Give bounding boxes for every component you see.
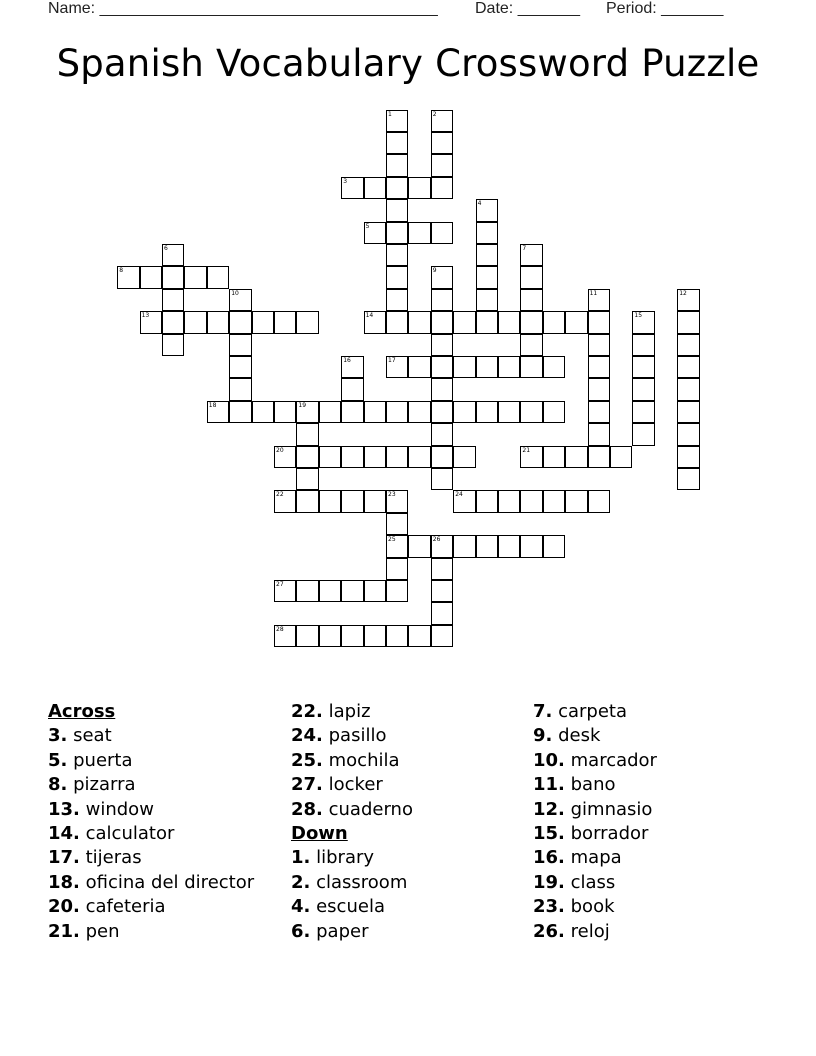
crossword-cell[interactable]: [453, 356, 475, 378]
clue-number: 21: [522, 446, 531, 454]
crossword-cell[interactable]: [386, 558, 408, 580]
clue-column-2: [291, 700, 413, 944]
crossword-cell[interactable]: [498, 401, 520, 423]
crossword-cell[interactable]: [543, 490, 565, 512]
clue-item-number: 1.: [291, 847, 311, 869]
clue-item-text: mochila: [328, 749, 400, 771]
clue-number: 19: [298, 401, 307, 409]
crossword-cell[interactable]: [386, 356, 408, 378]
crossword-cell[interactable]: [274, 311, 296, 333]
clue-item: [48, 822, 254, 846]
clue-item: [533, 724, 657, 748]
crossword-cell[interactable]: [274, 446, 296, 468]
clue-item-text: classroom: [316, 871, 408, 893]
clue-item: [48, 846, 254, 870]
clue-item-number: 3.: [48, 725, 68, 747]
clue-item: [48, 920, 254, 944]
crossword-cell[interactable]: [677, 289, 699, 311]
crossword-cell[interactable]: [476, 289, 498, 311]
page-title: Spanish Vocabulary Crossword Puzzle: [56, 42, 760, 85]
crossword-cell[interactable]: [274, 490, 296, 512]
crossword-cell[interactable]: [476, 199, 498, 221]
clue-item-number: 28.: [291, 798, 323, 820]
crossword-cell[interactable]: [364, 490, 386, 512]
crossword-cell[interactable]: [408, 401, 430, 423]
period-field-label: Period: _______: [606, 0, 724, 17]
crossword-cell[interactable]: [677, 401, 699, 423]
crossword-cell[interactable]: [565, 311, 587, 333]
crossword-cell[interactable]: [543, 356, 565, 378]
clue-item: [533, 773, 657, 797]
clue-section-heading: Across: [48, 701, 116, 722]
crossword-cell[interactable]: [431, 535, 453, 557]
crossword-cell[interactable]: [498, 356, 520, 378]
clue-item-number: 14.: [48, 822, 80, 844]
crossword-cell[interactable]: [364, 222, 386, 244]
clue-number: 10: [231, 289, 239, 297]
crossword-cell[interactable]: [296, 423, 318, 445]
crossword-cell[interactable]: [386, 401, 408, 423]
crossword-cell[interactable]: [386, 311, 408, 333]
crossword-cell[interactable]: [341, 356, 363, 378]
crossword-cell[interactable]: [162, 244, 184, 266]
clue-item: [533, 700, 657, 724]
clue-item: [533, 749, 657, 773]
clue-item: [533, 798, 657, 822]
clue-item-text: cafeteria: [85, 896, 166, 918]
clue-item-text: lapiz: [328, 701, 371, 722]
crossword-cell[interactable]: [341, 446, 363, 468]
crossword-cell[interactable]: [543, 446, 565, 468]
crossword-cell[interactable]: [431, 468, 453, 490]
clue-item-text: desk: [558, 725, 601, 747]
clue-item-text: locker: [328, 774, 383, 796]
clue-item-number: 16.: [533, 847, 565, 869]
crossword-cell[interactable]: [632, 378, 654, 400]
crossword-cell[interactable]: [565, 490, 587, 512]
crossword-cell[interactable]: [543, 401, 565, 423]
crossword-cell[interactable]: [341, 490, 363, 512]
crossword-cell[interactable]: [453, 490, 475, 512]
crossword-cell[interactable]: [520, 356, 542, 378]
crossword-cell[interactable]: [431, 401, 453, 423]
clue-item: [533, 822, 657, 846]
crossword-cell[interactable]: [386, 199, 408, 221]
clue-item-number: 9.: [533, 725, 553, 747]
crossword-cell[interactable]: [431, 378, 453, 400]
crossword-cell[interactable]: [229, 356, 251, 378]
clue-item-text: calculator: [85, 822, 175, 844]
clue-number: 6: [164, 245, 168, 252]
crossword-cell[interactable]: [184, 311, 206, 333]
clue-item: [291, 895, 413, 919]
clue-item-text: cuaderno: [328, 798, 413, 820]
date-field-label: Date: _______: [475, 0, 580, 17]
crossword-cell[interactable]: [588, 401, 610, 423]
crossword-cell[interactable]: [386, 535, 408, 557]
clue-number: 28: [276, 625, 284, 633]
crossword-cell[interactable]: [520, 311, 542, 333]
crossword-cell[interactable]: [207, 401, 229, 423]
crossword-cell[interactable]: [296, 580, 318, 602]
crossword-cell[interactable]: [453, 311, 475, 333]
clue-column-3: [533, 700, 657, 944]
crossword-cell[interactable]: [677, 311, 699, 333]
crossword-cell[interactable]: [408, 311, 430, 333]
clue-number: 26: [432, 536, 441, 544]
crossword-cell[interactable]: [520, 490, 542, 512]
clue-item-text: pasillo: [328, 725, 387, 747]
clue-item-number: 15.: [533, 822, 565, 844]
crossword-cell[interactable]: [431, 132, 453, 154]
name-field-label: Name: ______________________________________: [48, 0, 438, 17]
crossword-cell[interactable]: [341, 378, 363, 400]
crossword-cell[interactable]: [498, 535, 520, 557]
clue-item: [533, 871, 657, 895]
crossword-cell[interactable]: [476, 266, 498, 288]
crossword-cell[interactable]: [677, 356, 699, 378]
clue-number: 24: [455, 491, 463, 499]
crossword-cell[interactable]: [476, 222, 498, 244]
clue-number: 27: [276, 581, 284, 588]
crossword-cell[interactable]: [408, 177, 430, 199]
crossword-cell[interactable]: [588, 423, 610, 445]
clue-item-text: library: [316, 847, 375, 869]
crossword-cell[interactable]: [476, 356, 498, 378]
clue-item: [48, 798, 254, 822]
clue-item-text: puerta: [73, 749, 133, 771]
crossword-cell[interactable]: [632, 334, 654, 356]
clue-item-text: mapa: [570, 847, 622, 869]
clue-item-text: reloj: [570, 920, 610, 942]
clue-item-text: seat: [73, 725, 112, 747]
crossword-cell[interactable]: [274, 580, 296, 602]
clue-item-number: 4.: [291, 896, 311, 918]
crossword-cell[interactable]: [520, 401, 542, 423]
clue-item-number: 26.: [533, 920, 565, 942]
clue-number: 14: [365, 312, 374, 320]
crossword-cell[interactable]: [431, 311, 453, 333]
crossword-cell[interactable]: [207, 266, 229, 288]
clue-item: [291, 773, 413, 797]
clue-item-number: 27.: [291, 774, 323, 796]
crossword-cell[interactable]: [162, 334, 184, 356]
clue-number: 13: [141, 312, 150, 320]
crossword-cell[interactable]: [476, 535, 498, 557]
clue-item-number: 12.: [533, 798, 565, 820]
crossword-cell[interactable]: [431, 580, 453, 602]
clue-number: 12: [679, 289, 687, 297]
crossword-cell[interactable]: [565, 446, 587, 468]
crossword-cell[interactable]: [296, 468, 318, 490]
clue-item-number: 22.: [291, 701, 323, 722]
clue-item: [48, 724, 254, 748]
clue-number: 5: [365, 222, 370, 230]
clue-item-text: pen: [85, 920, 120, 942]
crossword-cell[interactable]: [386, 625, 408, 647]
crossword-cell[interactable]: [588, 378, 610, 400]
crossword-cell[interactable]: [632, 423, 654, 445]
clue-number: 17: [388, 357, 396, 364]
crossword-cell[interactable]: [341, 401, 363, 423]
clue-item: [291, 749, 413, 773]
clue-item-number: 18.: [48, 871, 80, 893]
crossword-cell[interactable]: [520, 535, 542, 557]
crossword-cell[interactable]: [431, 558, 453, 580]
crossword-cell[interactable]: [431, 266, 453, 288]
clue-item-number: 25.: [291, 749, 323, 771]
crossword-cell[interactable]: [364, 625, 386, 647]
crossword-cell[interactable]: [386, 177, 408, 199]
clue-item: [291, 724, 413, 748]
clue-item-number: 11.: [533, 774, 565, 796]
clue-item: [533, 920, 657, 944]
crossword-cell[interactable]: [319, 446, 341, 468]
crossword-cell[interactable]: [341, 625, 363, 647]
crossword-cell[interactable]: [431, 356, 453, 378]
crossword-cell[interactable]: [408, 446, 430, 468]
crossword-cell[interactable]: [431, 423, 453, 445]
crossword-cell[interactable]: [386, 289, 408, 311]
clue-item-text: borrador: [570, 822, 649, 844]
clue-item-number: 10.: [533, 749, 565, 771]
clue-item: [533, 846, 657, 870]
clue-item-text: class: [570, 871, 616, 893]
clue-number: 18: [208, 401, 217, 409]
crossword-cell[interactable]: [140, 311, 162, 333]
clue-item: [291, 846, 413, 870]
clue-item: [291, 920, 413, 944]
crossword-cell[interactable]: [162, 266, 184, 288]
crossword-cell[interactable]: [431, 177, 453, 199]
clue-number: 2: [432, 110, 437, 118]
crossword-cell[interactable]: [386, 110, 408, 132]
clue-item: [291, 798, 413, 822]
clue-item: [48, 895, 254, 919]
crossword-cell[interactable]: [229, 334, 251, 356]
clue-number: 20: [276, 446, 284, 454]
crossword-cell[interactable]: [632, 356, 654, 378]
crossword-cell[interactable]: [677, 334, 699, 356]
crossword-cell[interactable]: [386, 222, 408, 244]
crossword-cell[interactable]: [341, 580, 363, 602]
clue-number: 4: [477, 200, 482, 208]
crossword-cell[interactable]: [319, 490, 341, 512]
crossword-cell[interactable]: [117, 266, 139, 288]
crossword-cell[interactable]: [408, 222, 430, 244]
crossword-cell[interactable]: [162, 311, 184, 333]
crossword-cell[interactable]: [341, 177, 363, 199]
clue-item-number: 7.: [533, 701, 553, 722]
clue-number: 22: [276, 491, 284, 499]
clue-number: 23: [388, 491, 396, 499]
crossword-cell[interactable]: [520, 244, 542, 266]
clue-item-number: 20.: [48, 896, 80, 918]
clue-item-number: 8.: [48, 774, 68, 796]
clue-item-text: tijeras: [85, 847, 142, 869]
clue-item-number: 2.: [291, 871, 311, 893]
clue-number: 25: [388, 536, 396, 544]
crossword-cell[interactable]: [207, 311, 229, 333]
crossword-cell[interactable]: [408, 356, 430, 378]
crossword-cell[interactable]: [588, 356, 610, 378]
crossword-cell[interactable]: [498, 490, 520, 512]
clue-number: 8: [119, 267, 124, 275]
crossword-cell[interactable]: [543, 535, 565, 557]
crossword-cell[interactable]: [476, 490, 498, 512]
crossword-cell[interactable]: [319, 580, 341, 602]
crossword-cell[interactable]: [274, 625, 296, 647]
crossword-cell[interactable]: [543, 311, 565, 333]
clue-item-number: 21.: [48, 920, 80, 942]
crossword-cell[interactable]: [408, 535, 430, 557]
crossword-cell[interactable]: [386, 266, 408, 288]
crossword-cell[interactable]: [252, 311, 274, 333]
crossword-cell[interactable]: [386, 513, 408, 535]
clue-number: 7: [522, 245, 527, 252]
crossword-cell[interactable]: [453, 535, 475, 557]
crossword-cell[interactable]: [386, 132, 408, 154]
clue-section-heading: Down: [291, 822, 348, 844]
crossword-cell[interactable]: [677, 378, 699, 400]
clue-number: 15: [634, 312, 643, 320]
crossword-cell[interactable]: [588, 289, 610, 311]
crossword-cell[interactable]: [229, 289, 251, 311]
crossword-cell[interactable]: [364, 446, 386, 468]
crossword-cell[interactable]: [677, 468, 699, 490]
clue-item-text: oficina del director: [85, 871, 255, 893]
clue-item-text: bano: [570, 774, 616, 796]
crossword-cell[interactable]: [431, 222, 453, 244]
crossword-cell[interactable]: [386, 244, 408, 266]
crossword-cell[interactable]: [476, 401, 498, 423]
clue-item: [291, 700, 413, 724]
clue-number: 3: [343, 177, 348, 185]
crossword-cell[interactable]: [229, 378, 251, 400]
clue-item-text: window: [85, 798, 154, 820]
clue-item-text: carpeta: [558, 701, 628, 722]
crossword-cell[interactable]: [274, 401, 296, 423]
clue-column-1: [48, 700, 254, 944]
crossword-cell[interactable]: [520, 289, 542, 311]
crossword-cell[interactable]: [296, 446, 318, 468]
clue-item-text: escuela: [316, 896, 385, 918]
crossword-cell[interactable]: [184, 266, 206, 288]
crossword-cell[interactable]: [588, 311, 610, 333]
crossword-cell[interactable]: [520, 446, 542, 468]
crossword-cell[interactable]: [408, 625, 430, 647]
crossword-cell[interactable]: [610, 446, 632, 468]
crossword-cell[interactable]: [296, 311, 318, 333]
crossword-cell[interactable]: [677, 423, 699, 445]
crossword-cell[interactable]: [498, 311, 520, 333]
crossword-cell[interactable]: [386, 490, 408, 512]
clue-item-text: gimnasio: [570, 798, 653, 820]
clue-item-number: 6.: [291, 920, 311, 942]
clue-item-number: 19.: [533, 871, 565, 893]
clue-number: 1: [388, 110, 392, 118]
crossword-cell[interactable]: [140, 266, 162, 288]
crossword-cell[interactable]: [229, 401, 251, 423]
crossword-cell[interactable]: [364, 580, 386, 602]
clue-item-text: pizarra: [73, 774, 136, 796]
crossword-cell[interactable]: [229, 311, 251, 333]
clue-item-number: 13.: [48, 798, 80, 820]
clue-item: [48, 773, 254, 797]
crossword-cell[interactable]: [296, 401, 318, 423]
clue-number: 9: [432, 267, 437, 275]
crossword-cell[interactable]: [386, 446, 408, 468]
clue-item-text: book: [570, 896, 615, 918]
clue-item-text: marcador: [570, 749, 657, 771]
crossword-cell[interactable]: [431, 446, 453, 468]
crossword-cell[interactable]: [476, 244, 498, 266]
crossword-cell[interactable]: [588, 334, 610, 356]
clue-number: 11: [589, 289, 598, 297]
crossword-cell[interactable]: [319, 401, 341, 423]
crossword-cell[interactable]: [588, 490, 610, 512]
crossword-cell[interactable]: [453, 446, 475, 468]
crossword-cell[interactable]: [364, 311, 386, 333]
crossword-cell[interactable]: [386, 580, 408, 602]
crossword-cell[interactable]: [296, 625, 318, 647]
crossword-cell[interactable]: [431, 154, 453, 176]
clue-item: [533, 895, 657, 919]
clue-item: [48, 871, 254, 895]
crossword-cell[interactable]: [476, 311, 498, 333]
crossword-cell[interactable]: [431, 625, 453, 647]
clue-item: [48, 749, 254, 773]
crossword-cell[interactable]: [677, 446, 699, 468]
clue-item-number: 5.: [48, 749, 68, 771]
crossword-cell[interactable]: [588, 446, 610, 468]
crossword-cell[interactable]: [252, 401, 274, 423]
crossword-cell[interactable]: [364, 177, 386, 199]
clue-item-text: paper: [316, 920, 369, 942]
crossword-cell[interactable]: [520, 334, 542, 356]
clue-item-number: 23.: [533, 896, 565, 918]
crossword-cell[interactable]: [431, 602, 453, 624]
crossword-cell[interactable]: [520, 266, 542, 288]
crossword-cell[interactable]: [431, 289, 453, 311]
crossword-cell[interactable]: [431, 110, 453, 132]
crossword-cell[interactable]: [431, 334, 453, 356]
crossword-cell[interactable]: [453, 401, 475, 423]
crossword-cell[interactable]: [632, 311, 654, 333]
crossword-cell[interactable]: [386, 154, 408, 176]
clue-item-number: 24.: [291, 725, 323, 747]
clue-item-number: 17.: [48, 847, 80, 869]
clue-number: 16: [343, 357, 351, 364]
crossword-cell[interactable]: [296, 490, 318, 512]
clue-item: [291, 871, 413, 895]
crossword-cell[interactable]: [364, 401, 386, 423]
crossword-cell[interactable]: [162, 289, 184, 311]
crossword-cell[interactable]: [319, 625, 341, 647]
crossword-cell[interactable]: [632, 401, 654, 423]
